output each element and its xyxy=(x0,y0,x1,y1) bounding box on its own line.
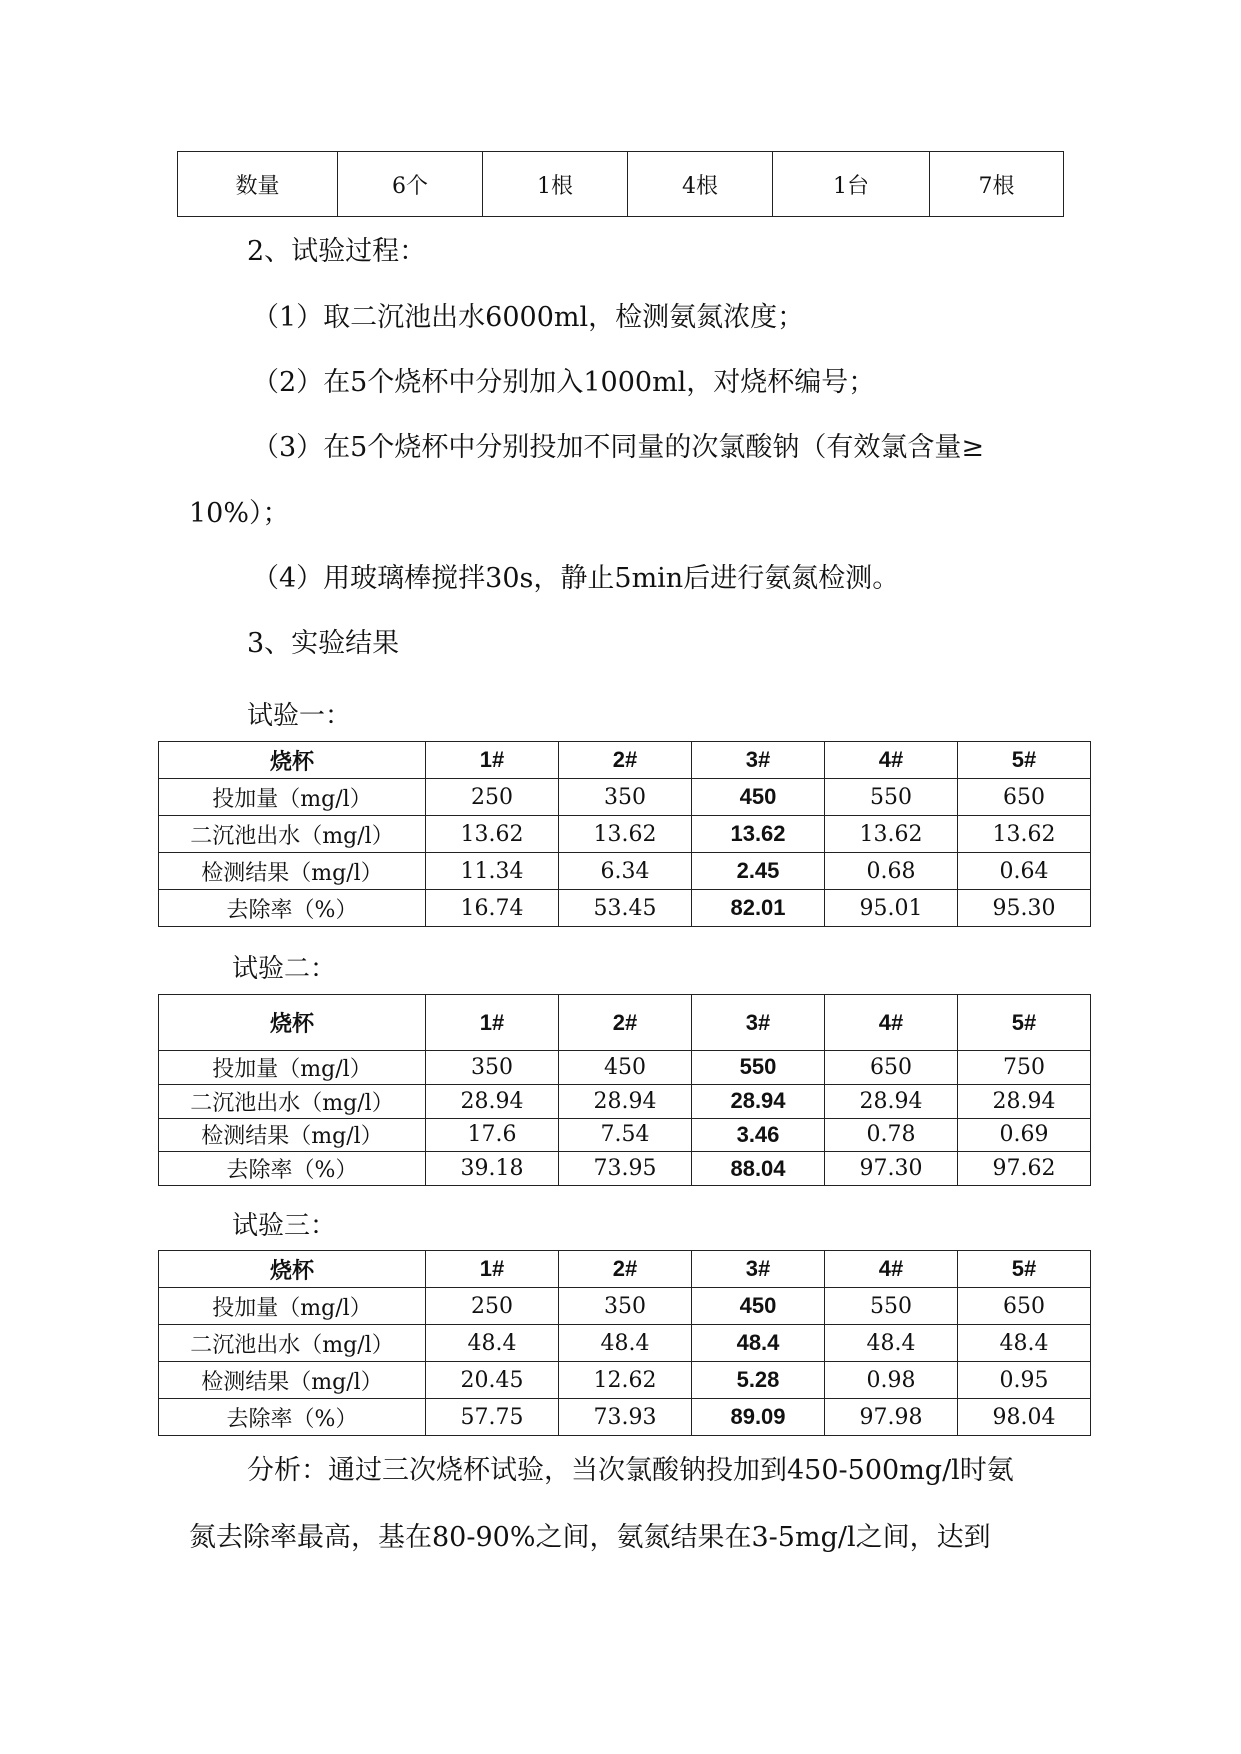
row-label: 检测结果（mg/l） xyxy=(159,1362,426,1399)
header-cell: 5# xyxy=(958,742,1091,779)
table-cell: 88.04 xyxy=(692,1152,825,1186)
table-cell: 73.95 xyxy=(559,1152,692,1186)
row-label: 去除率（%） xyxy=(159,890,426,927)
table-cell: 13.62 xyxy=(825,816,958,853)
table-header-row xyxy=(159,995,1091,1051)
quantity-cell: 6个 xyxy=(338,152,483,217)
process-step: 10%）； xyxy=(189,498,290,529)
row-label: 投加量（mg/l） xyxy=(159,779,426,816)
table-cell: 0.68 xyxy=(825,853,958,890)
quantity-cell: 4根 xyxy=(628,152,773,217)
quantity-cell: 7根 xyxy=(930,152,1064,217)
table-cell: 450 xyxy=(559,1051,692,1085)
table-cell: 3.46 xyxy=(692,1118,825,1152)
table-row xyxy=(159,1362,1091,1399)
table-cell: 550 xyxy=(692,1051,825,1085)
trial-2-table xyxy=(158,994,1091,1186)
table-header-row xyxy=(159,742,1091,779)
table-cell: 0.95 xyxy=(958,1362,1091,1399)
table-cell: 350 xyxy=(426,1051,559,1085)
table-cell: 48.4 xyxy=(426,1325,559,1362)
header-cell: 3# xyxy=(692,995,825,1051)
table-cell: 7.54 xyxy=(559,1118,692,1152)
table-cell: 28.94 xyxy=(426,1084,559,1118)
table-cell: 0.64 xyxy=(958,853,1091,890)
table-cell: 16.74 xyxy=(426,890,559,927)
table-header-row xyxy=(159,1251,1091,1288)
table-cell: 17.6 xyxy=(426,1118,559,1152)
table-cell: 82.01 xyxy=(692,890,825,927)
table-row xyxy=(159,1152,1091,1186)
header-cell: 3# xyxy=(692,742,825,779)
table-cell: 28.94 xyxy=(559,1084,692,1118)
table-cell: 6.34 xyxy=(559,853,692,890)
table-row xyxy=(159,890,1091,927)
header-cell: 2# xyxy=(559,742,692,779)
table-cell: 350 xyxy=(559,779,692,816)
row-label: 二沉池出水（mg/l） xyxy=(159,1325,426,1362)
table-cell: 95.01 xyxy=(825,890,958,927)
table-cell: 20.45 xyxy=(426,1362,559,1399)
table-cell: 48.4 xyxy=(958,1325,1091,1362)
table-cell: 57.75 xyxy=(426,1399,559,1436)
header-cell: 1# xyxy=(426,995,559,1051)
header-cell: 4# xyxy=(825,742,958,779)
table-row xyxy=(159,1399,1091,1436)
table-cell: 550 xyxy=(825,1288,958,1325)
process-step: （3）在5个烧杯中分别投加不同量的次氯酸钠（有效氯含量≥ xyxy=(252,432,984,463)
process-step: （4）用玻璃棒搅拌30s，静止5min后进行氨氮检测。 xyxy=(252,563,900,594)
row-label: 投加量（mg/l） xyxy=(159,1288,426,1325)
row-label: 去除率（%） xyxy=(159,1152,426,1186)
header-cell: 3# xyxy=(692,1251,825,1288)
table-cell: 39.18 xyxy=(426,1152,559,1186)
table-row xyxy=(159,1051,1091,1085)
table-cell: 48.4 xyxy=(692,1325,825,1362)
table-cell: 250 xyxy=(426,1288,559,1325)
analysis-line: 氮去除率最高，基在80-90%之间，氨氮结果在3-5mg/l之间，达到 xyxy=(189,1522,991,1553)
header-cell: 4# xyxy=(825,995,958,1051)
results-heading: 3、实验结果 xyxy=(247,628,400,659)
table-cell: 550 xyxy=(825,779,958,816)
process-heading: 2、试验过程： xyxy=(247,236,427,267)
trial-caption: 试验三： xyxy=(232,1211,337,1241)
header-cell: 4# xyxy=(825,1251,958,1288)
table-cell: 95.30 xyxy=(958,890,1091,927)
row-label: 二沉池出水（mg/l） xyxy=(159,1084,426,1118)
table-cell: 5.28 xyxy=(692,1362,825,1399)
table-cell: 750 xyxy=(958,1051,1091,1085)
quantity-cell: 1根 xyxy=(483,152,628,217)
trial-caption: 试验二： xyxy=(232,954,337,984)
table-cell: 28.94 xyxy=(692,1084,825,1118)
table-cell: 650 xyxy=(958,779,1091,816)
equipment-quantity-table xyxy=(177,151,1064,217)
table-cell: 13.62 xyxy=(559,816,692,853)
table-cell: 650 xyxy=(825,1051,958,1085)
row-label: 投加量（mg/l） xyxy=(159,1051,426,1085)
table-cell: 13.62 xyxy=(958,816,1091,853)
table-cell: 28.94 xyxy=(958,1084,1091,1118)
table-cell: 48.4 xyxy=(559,1325,692,1362)
table-row xyxy=(159,853,1091,890)
quantity-row xyxy=(178,152,1064,217)
row-label: 去除率（%） xyxy=(159,1399,426,1436)
table-row xyxy=(159,1084,1091,1118)
table-cell: 28.94 xyxy=(825,1084,958,1118)
header-cell: 烧杯 xyxy=(159,742,426,779)
row-label: 检测结果（mg/l） xyxy=(159,1118,426,1152)
header-cell: 5# xyxy=(958,995,1091,1051)
table-cell: 450 xyxy=(692,1288,825,1325)
table-cell: 12.62 xyxy=(559,1362,692,1399)
table-cell: 73.93 xyxy=(559,1399,692,1436)
table-cell: 53.45 xyxy=(559,890,692,927)
header-cell: 2# xyxy=(559,1251,692,1288)
header-cell: 2# xyxy=(559,995,692,1051)
trial-caption: 试验一： xyxy=(247,701,352,731)
row-label: 检测结果（mg/l） xyxy=(159,853,426,890)
quantity-cell: 1台 xyxy=(773,152,930,217)
header-cell: 1# xyxy=(426,742,559,779)
header-cell: 1# xyxy=(426,1251,559,1288)
header-cell: 烧杯 xyxy=(159,995,426,1051)
table-cell: 97.30 xyxy=(825,1152,958,1186)
header-cell: 5# xyxy=(958,1251,1091,1288)
table-row xyxy=(159,816,1091,853)
table-cell: 97.62 xyxy=(958,1152,1091,1186)
table-cell: 13.62 xyxy=(692,816,825,853)
row-label: 二沉池出水（mg/l） xyxy=(159,816,426,853)
table-cell: 2.45 xyxy=(692,853,825,890)
table-row xyxy=(159,1325,1091,1362)
table-cell: 250 xyxy=(426,779,559,816)
analysis-line: 分析：通过三次烧杯试验，当次氯酸钠投加到450-500mg/l时氨 xyxy=(247,1455,1014,1486)
quantity-label-cell: 数量 xyxy=(178,152,338,217)
table-cell: 0.69 xyxy=(958,1118,1091,1152)
table-row xyxy=(159,779,1091,816)
table-cell: 450 xyxy=(692,779,825,816)
trial-1-table xyxy=(158,741,1091,927)
table-cell: 350 xyxy=(559,1288,692,1325)
table-cell: 0.98 xyxy=(825,1362,958,1399)
header-cell: 烧杯 xyxy=(159,1251,426,1288)
table-cell: 89.09 xyxy=(692,1399,825,1436)
table-cell: 97.98 xyxy=(825,1399,958,1436)
process-step: （1）取二沉池出水6000ml，检测氨氮浓度； xyxy=(252,302,805,333)
process-step: （2）在5个烧杯中分别加入1000ml，对烧杯编号； xyxy=(252,367,876,398)
table-row xyxy=(159,1118,1091,1152)
table-cell: 98.04 xyxy=(958,1399,1091,1436)
table-cell: 13.62 xyxy=(426,816,559,853)
trial-3-table xyxy=(158,1250,1091,1436)
table-cell: 48.4 xyxy=(825,1325,958,1362)
table-cell: 11.34 xyxy=(426,853,559,890)
table-cell: 650 xyxy=(958,1288,1091,1325)
table-cell: 0.78 xyxy=(825,1118,958,1152)
table-row xyxy=(159,1288,1091,1325)
